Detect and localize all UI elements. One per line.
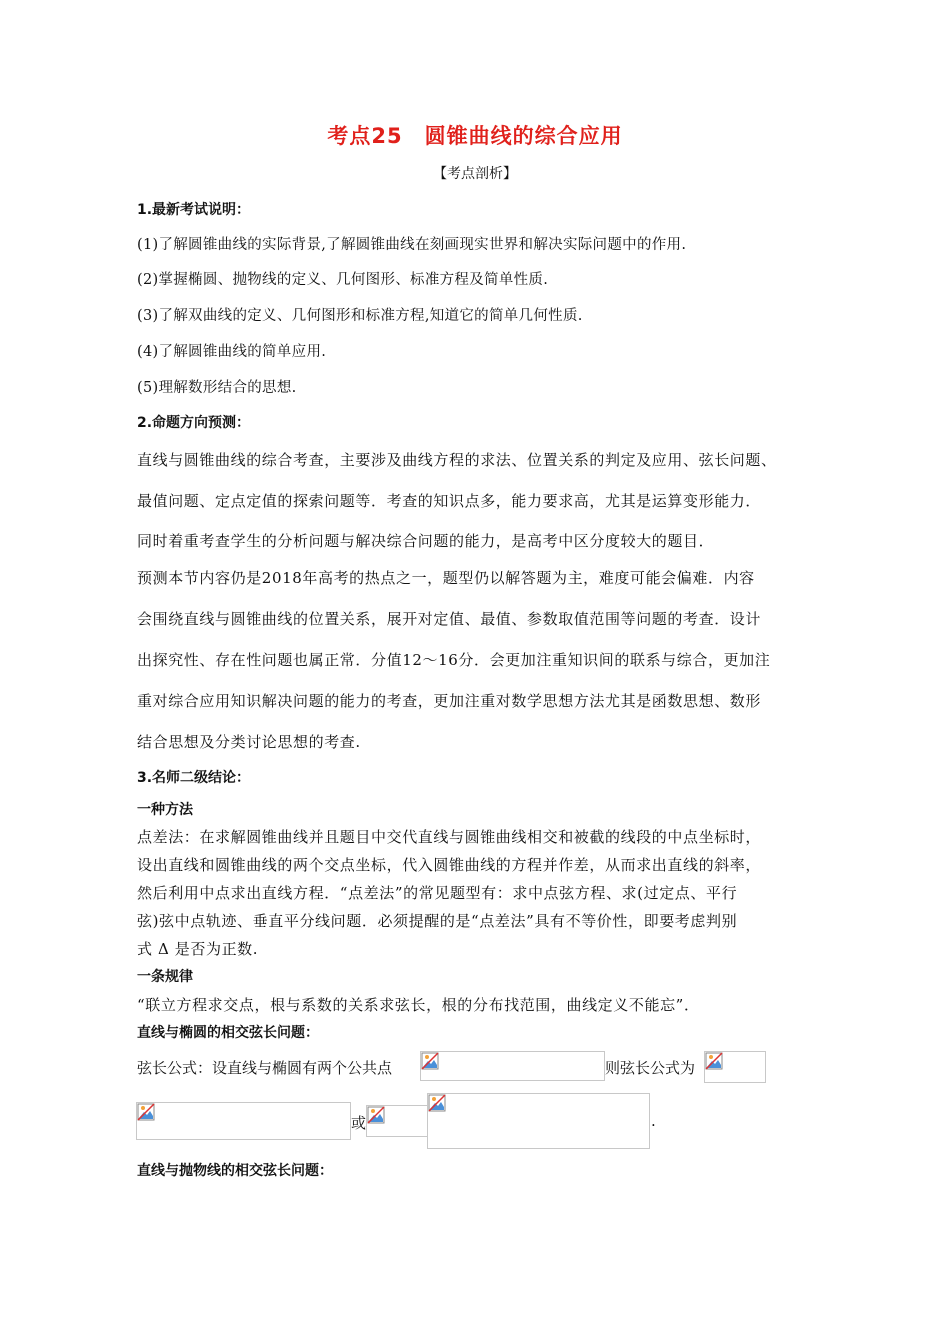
heading-forecast: 2.命题方向预测： [137, 415, 251, 431]
ellipse-period: . [651, 1112, 656, 1130]
forecast-line-6: 出探究性、存在性问题也属正常．分值12～16分．会更加注重知识间的联系与综合，更加注 [137, 651, 771, 669]
ellipse-or: 或 [351, 1114, 367, 1132]
formula-image-chord-1 [704, 1051, 766, 1083]
formula-image-points [420, 1051, 605, 1081]
broken-image-icon [421, 1052, 439, 1070]
broken-image-icon [367, 1106, 385, 1124]
formula-image-chord-2 [136, 1102, 351, 1140]
broken-image-icon [705, 1052, 723, 1070]
heading-parabola-chord: 直线与抛物线的相交弦长问题： [137, 1163, 333, 1179]
forecast-line-5: 会围绕直线与圆锥曲线的位置关系，展开对定值、最值、参数取值范围等问题的考查．设计 [137, 610, 762, 628]
rule-line: “联立方程求交点，根与系数的关系求弦长，根的分布找范围，曲线定义不能忘”． [137, 996, 700, 1014]
exam-item-2: (2)掌握椭圆、抛物线的定义、几何图形、标准方程及简单性质. [137, 272, 549, 288]
heading-conclusions: 3.名师二级结论： [137, 770, 251, 786]
heading-one-method: 一种方法 [137, 802, 193, 818]
method-line-2: 设出直线和圆锥曲线的两个交点坐标，代入圆锥曲线的方程并作差，从而求出直线的斜率， [137, 856, 762, 874]
forecast-line-7: 重对综合应用知识解决问题的能力的考查，更加注重对数学思想方法尤其是函数思想、数形 [137, 692, 762, 710]
heading-exam-description: 1.最新考试说明： [137, 202, 251, 218]
formula-image-chord-4 [427, 1093, 650, 1149]
forecast-line-8: 结合思想及分类讨论思想的考查. [137, 733, 361, 751]
ellipse-text-1: 弦长公式：设直线与椭圆有两个公共点 [137, 1059, 393, 1077]
page-title: 考点25 圆锥曲线的综合应用 [327, 124, 623, 148]
method-line-1: 点差法：在求解圆锥曲线并且题目中交代直线与圆锥曲线相交和被截的线段的中点坐标时， [137, 828, 762, 846]
forecast-line-4: 预测本节内容仍是2018年高考的热点之一，题型仍以解答题为主，难度可能会偏难．内容 [137, 569, 755, 587]
method-line-5: 式 Δ 是否为正数. [137, 940, 259, 958]
method-line-4: 弦)弦中点轨迹、垂直平分线问题．必须提醒的是“点差法”具有不等价性，即要考虑判别 [137, 912, 738, 930]
exam-item-4: (4)了解圆锥曲线的简单应用. [137, 344, 327, 360]
exam-item-3: (3)了解双曲线的定义、几何图形和标准方程,知道它的简单几何性质. [137, 308, 583, 324]
formula-image-chord-3 [366, 1105, 428, 1137]
exam-item-5: (5)理解数形结合的思想. [137, 380, 297, 396]
broken-image-icon [428, 1094, 446, 1112]
forecast-line-2: 最值问题、定点定值的探索问题等．考查的知识点多，能力要求高，尤其是运算变形能力． [137, 492, 762, 510]
forecast-line-1: 直线与圆锥曲线的综合考查，主要涉及曲线方程的求法、位置关系的判定及应用、弦长问题、 [137, 451, 777, 469]
method-line-3: 然后利用中点求出直线方程．“点差法”的常见题型有：求中点弦方程、求(过定点、平行 [137, 884, 738, 902]
forecast-line-3: 同时着重考查学生的分析问题与解决综合问题的能力，是高考中区分度较大的题目． [137, 532, 715, 550]
exam-item-1: (1)了解圆锥曲线的实际背景,了解圆锥曲线在刻画现实世界和解决实际问题中的作用. [137, 237, 687, 253]
section-subtitle: 【考点剖析】 [433, 166, 517, 182]
heading-ellipse-chord: 直线与椭圆的相交弦长问题： [137, 1025, 319, 1041]
ellipse-text-2: 则弦长公式为 [605, 1059, 696, 1077]
broken-image-icon [137, 1103, 155, 1121]
heading-one-rule: 一条规律 [137, 969, 193, 985]
